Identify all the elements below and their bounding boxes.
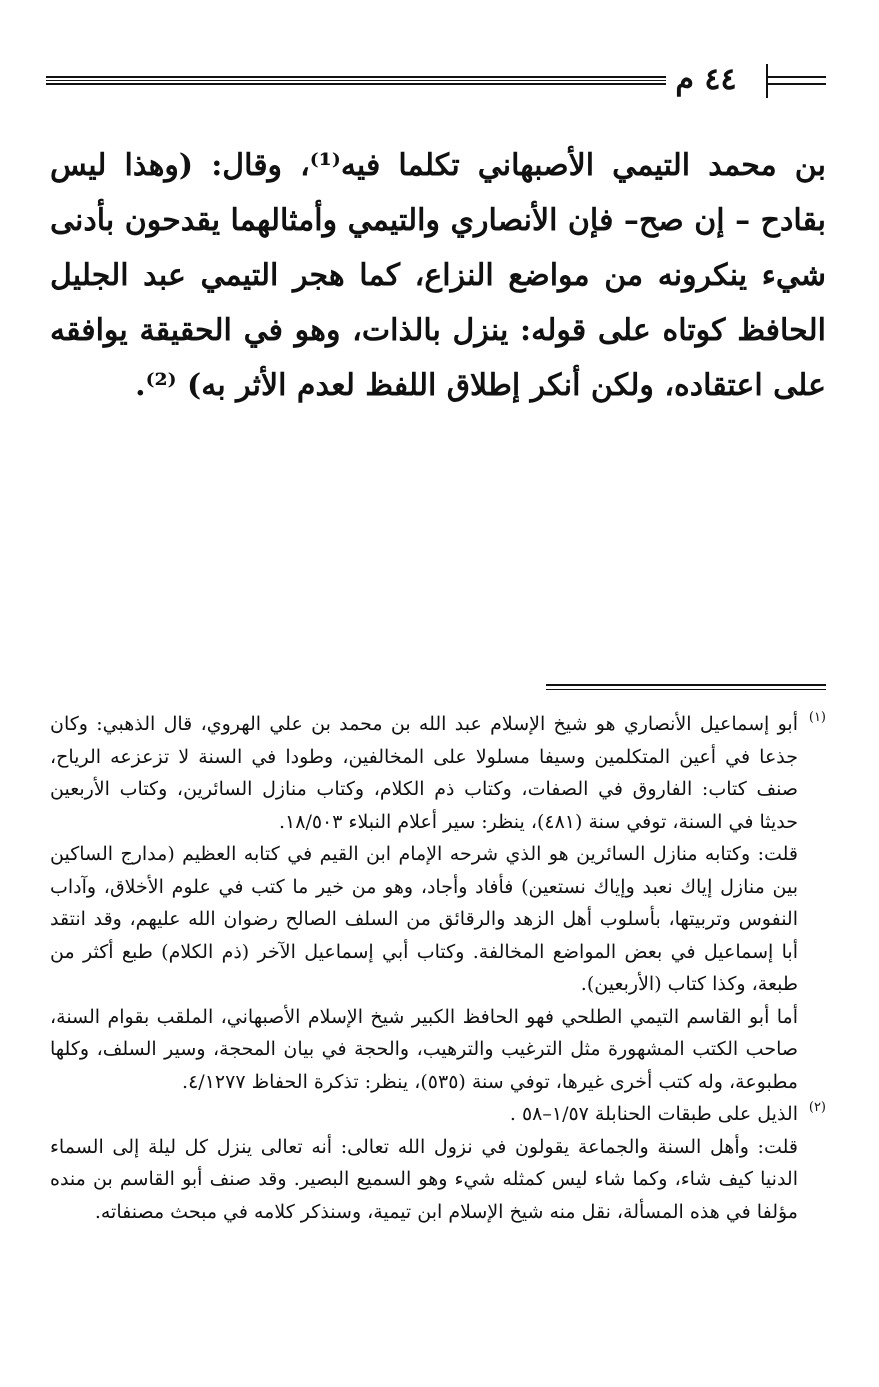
page-header — [46, 62, 826, 102]
footnote-paragraph: الذيل على طبقات الحنابلة ١/٥٧–٥٨ . — [509, 1103, 798, 1125]
header-rule — [46, 76, 666, 85]
page-number: ٤٤ م — [675, 62, 737, 97]
footnote-marker: (١) — [808, 710, 826, 725]
main-text — [50, 138, 826, 413]
footnote-paragraph: قلت: وأهل السنة والجماعة يقولون في نزول الله تعالى: أنه تعالى ينزل كل ليلة إلى السماء الدنيا كيف شاء، وكما شاء ليس كمثله شيء وهو السميع البصير. وقد صنف أبو القاسم بن منده مؤلفا في هذه المسألة، نقل منه شيخ الإسلام ابن تيمية، وسنذكر كلامه في مبحث مصنفاته. — [50, 1135, 798, 1223]
header-rule-short — [768, 76, 826, 85]
footnote-1 — [50, 708, 826, 1098]
footnote-paragraph: أبو إسماعيل الأنصاري هو شيخ الإسلام عبد الله بن محمد بن علي الهروي، قال الذهبي: وكان جذعا في أعين المتكلمين وسيفا مسلولا على المخالفين، وطودا في السنة لا تزعزعه الرياح، صنف كتاب: الفاروق في الصفات، وكتاب ذم الكلام، وكتاب منازل السائرين، وكتاب الأربعين حديثا في السنة، توفي سنة (٤٨١)، ينظر: سير أعلام النبلاء ١٨/٥٠٣. — [50, 713, 798, 833]
body-paragraph: بن محمد التيمي الأصبهاني تكلما فيه⁽¹⁾، وقال: (وهذا ليس بقادح – إن صح– فإن الأنصاري والتيمي وأمثالهما يقدحون بأدنى شيء ينكرونه من مواضع النزاع، كما هجر التيمي عبد الجليل الحافظ كوتاه على قوله: ينزل بالذات، وهو في الحقيقة يوافقه على اعتقاده، ولكن أنكر إطلاق اللفظ لعدم الأثر به) ⁽²⁾. — [50, 148, 826, 403]
footnote-paragraph: أما أبو القاسم التيمي الطلحي فهو الحافظ الكبير شيخ الإسلام الأصبهاني، الملقب بقوام السنة، صاحب الكتب المشهورة مثل الترغيب والترهيب، والحجة في بيان المحجة، وسير السلف، وكلها مطبوعة، وله كتب أخرى غيرها، توفي سنة (٥٣٥)، ينظر: تذكرة الحفاظ ٤/١٢٧٧. — [50, 1005, 798, 1093]
footnote-marker: (٢) — [808, 1100, 826, 1115]
footnote-separator — [546, 684, 826, 690]
footnote-paragraph: قلت: وكتابه منازل السائرين هو الذي شرحه الإمام ابن القيم في كتابه العظيم (مدارج الساكين بين منازل إياك نعبد وإياك نستعين) فأفاد وأجاد، وهو من خير ما كتب في علوم الأخلاق، وآداب النفوس وتربيتها، بأسلوب أهل الزهد والرقائق من السلف الصالح رضوان الله عليهم، وقد انتقد أبا إسماعيل في بعض المواضع المخالفة. وكتاب أبي إسماعيل الآخر (ذم الكلام) طبع أكثر من طبعة، وكذا كتاب (الأربعين). — [50, 843, 798, 995]
footnote-2 — [50, 1098, 826, 1228]
footnotes — [50, 708, 826, 1228]
